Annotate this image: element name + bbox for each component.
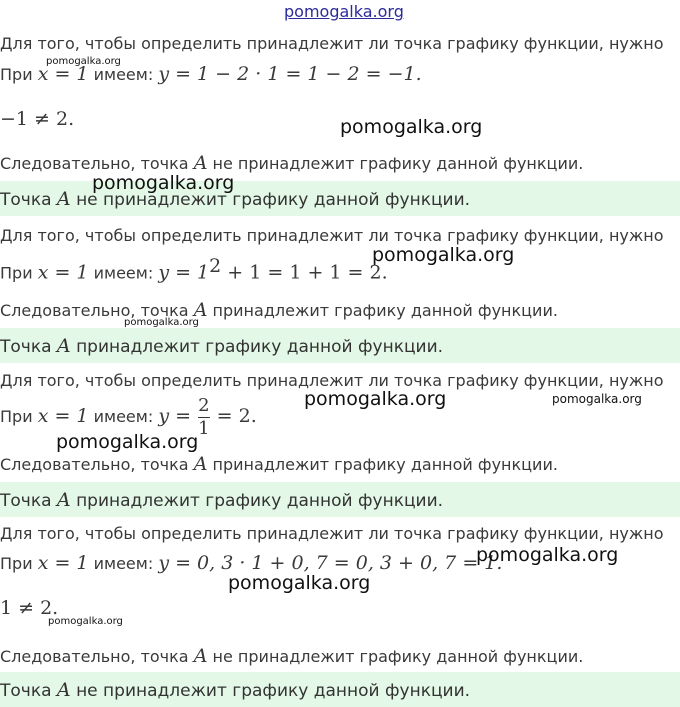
watermark: pomogalka.org: [372, 244, 515, 266]
calc-prefix: При: [0, 263, 33, 283]
calc-expr: y = 1: [158, 261, 210, 284]
conclusion-suffix: не принадлежит графику данной функции.: [212, 154, 584, 173]
intro-text-3: Для того, чтобы определить принадлежит ли точка графику функции, нужно: [0, 371, 664, 390]
answer-suffix: не принадлежит графику данной функции.: [76, 190, 471, 210]
calc-y: y =: [158, 405, 192, 427]
calc-expr: y = 1 − 2 · 1 = 1 − 2 = −1.: [158, 63, 422, 85]
conclusion-suffix: принадлежит графику данной функции.: [212, 455, 558, 474]
watermark: pomogalka.org: [46, 56, 121, 67]
watermark: pomogalka.org: [304, 388, 447, 410]
calc-expr: y = 0, 3 · 1 + 0, 7 = 0, 3 + 0, 7 = 1.: [158, 552, 503, 574]
conclusion-line-1: [0, 153, 583, 174]
check-line-4: 1 ≠ 2.: [0, 597, 59, 619]
point-label: A: [193, 152, 208, 174]
answer-prefix: Точка: [0, 681, 52, 701]
watermark: pomogalka.org: [56, 431, 199, 453]
check-line-1: −1 ≠ 2.: [0, 108, 75, 130]
fraction-numerator: 2: [198, 395, 210, 416]
answer-box-3: [0, 482, 680, 517]
watermark: pomogalka.org: [228, 572, 371, 594]
point-label: A: [56, 188, 71, 210]
watermark: pomogalka.org: [92, 172, 235, 194]
conclusion-prefix: Следовательно, точка: [0, 455, 189, 474]
conclusion-prefix: Следовательно, точка: [0, 301, 189, 320]
point-label: A: [193, 453, 208, 475]
conclusion-line-4: [0, 646, 583, 667]
answer-suffix: принадлежит графику данной функции.: [76, 491, 444, 511]
answer-box-2: [0, 328, 680, 363]
conclusion-line-2: [0, 300, 558, 321]
watermark: pomogalka.org: [340, 116, 483, 138]
answer-prefix: Точка: [0, 337, 52, 357]
intro-text-2: Для того, чтобы определить принадлежит ли точка графику функции, нужно: [0, 226, 664, 245]
calc-line-1: [0, 64, 422, 85]
point-label: A: [56, 335, 71, 357]
calc-x: x = 1: [37, 261, 89, 284]
watermark: pomogalka.org: [124, 317, 199, 328]
calc-mid: имеем:: [93, 65, 154, 84]
answer-suffix: не принадлежит графику данной функции.: [76, 681, 471, 701]
conclusion-suffix: не принадлежит графику данной функции.: [212, 647, 584, 666]
answer-prefix: Точка: [0, 190, 52, 210]
answer-box-4: [0, 672, 680, 707]
conclusion-suffix: принадлежит графику данной функции.: [212, 301, 558, 320]
calc-line-4: [0, 553, 502, 574]
calc-mid: имеем:: [93, 407, 154, 426]
point-label: A: [56, 679, 71, 701]
conclusion-prefix: Следовательно, точка: [0, 647, 189, 666]
point-label: A: [193, 645, 208, 667]
exponent: 2: [209, 255, 222, 277]
fraction-denominator: 1: [198, 418, 210, 439]
calc-x: x = 1: [37, 405, 89, 427]
calc-prefix: При: [0, 554, 33, 573]
watermark: pomogalka.org: [552, 392, 642, 406]
conclusion-prefix: Следовательно, точка: [0, 154, 189, 173]
calc-expr-tail: + 1 = 1 + 1 = 2.: [221, 261, 388, 284]
calc-mid: имеем:: [93, 554, 154, 573]
conclusion-line-3: [0, 454, 558, 475]
calc-line-2: [0, 256, 388, 283]
intro-text-1: Для того, чтобы определить принадлежит ли точка графику функции, нужно: [0, 34, 664, 53]
point-label: A: [193, 299, 208, 321]
calc-x: x = 1: [37, 552, 89, 574]
watermark: pomogalka.org: [476, 544, 619, 566]
calc-mid: имеем:: [93, 263, 154, 283]
site-header-link[interactable]: pomogalka.org: [284, 2, 404, 21]
intro-text-4: Для того, чтобы определить принадлежит ли точка графику функции, нужно: [0, 524, 664, 543]
calc-tail: = 2.: [216, 405, 257, 427]
calc-prefix: При: [0, 407, 33, 426]
point-label: A: [56, 489, 71, 511]
fraction: [198, 396, 209, 439]
answer-suffix: принадлежит графику данной функции.: [76, 337, 444, 357]
calc-prefix: При: [0, 65, 33, 84]
answer-prefix: Точка: [0, 491, 52, 511]
watermark: pomogalka.org: [48, 616, 123, 627]
calc-x: x = 1: [37, 63, 89, 85]
